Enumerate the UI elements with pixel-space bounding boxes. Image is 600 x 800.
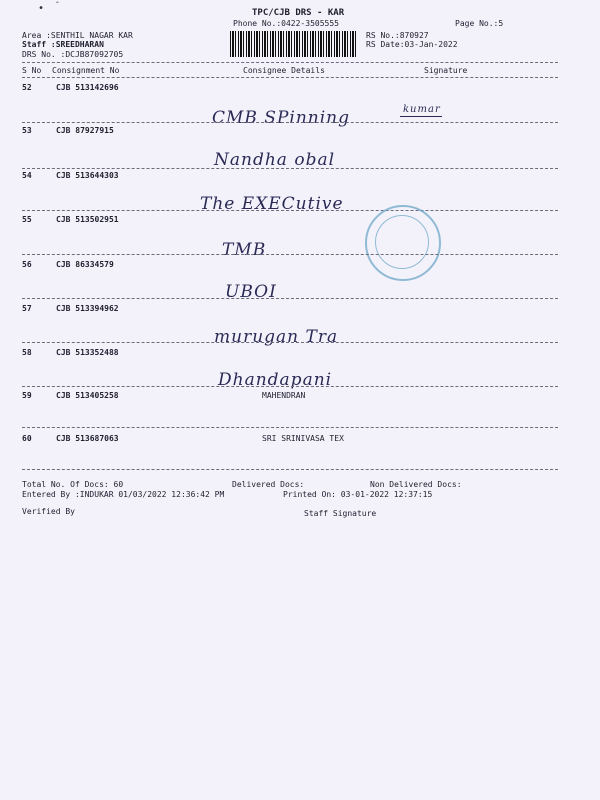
delivery-stamp: [365, 205, 441, 281]
row-sno: 52: [22, 83, 32, 92]
rs-number: RS No.:870927: [366, 31, 429, 40]
verified-by: Verified By: [22, 507, 75, 516]
non-delivered-docs: Non Delivered Docs:: [370, 480, 462, 489]
total-docs: Total No. Of Docs: 60: [22, 480, 124, 489]
printed-on: Printed On: 03-01-2022 12:37:15: [283, 490, 433, 499]
row-sno: 54: [22, 171, 32, 180]
divider: [22, 168, 558, 169]
handwritten-consignee: The EXECutive: [200, 194, 344, 214]
staff-signature: Staff Signature: [304, 509, 377, 518]
row-consignment: CJB 513352488: [56, 348, 119, 357]
divider: [22, 298, 558, 299]
divider: [22, 77, 558, 78]
scan-speck: ˆ: [55, 1, 60, 10]
entered-by: Entered By :INDUKAR 01/03/2022 12:36:42 PM: [22, 490, 225, 499]
divider: [22, 427, 558, 428]
row-sno: 56: [22, 260, 32, 269]
divider: [22, 122, 558, 123]
divider: [22, 62, 558, 63]
row-consignment: CJB 513687063: [56, 434, 119, 443]
row-consignment: CJB 513644303: [56, 171, 119, 180]
row-sno: 59: [22, 391, 32, 400]
row-consignment: CJB 87927915: [56, 126, 114, 135]
phone-number: Phone No.:0422-3505555: [233, 19, 339, 28]
divider: [22, 254, 558, 255]
row-consignment: CJB 513394962: [56, 304, 119, 313]
col-sno: S No: [22, 66, 42, 75]
staff-label: Staff :SREEDHARAN: [22, 40, 104, 49]
consignee-name: SRI SRINIVASA TEX: [262, 434, 344, 443]
row-sno: 53: [22, 126, 32, 135]
signature-line: [400, 116, 442, 117]
col-consignment: Consignment No: [52, 66, 120, 75]
report-title: TPC/CJB DRS - KAR: [252, 8, 345, 18]
delivered-docs: Delivered Docs:: [232, 480, 305, 489]
divider: [22, 469, 558, 470]
col-consignee: Consignee Details: [243, 66, 325, 75]
handwritten-consignee: murugan Tra: [214, 327, 339, 347]
col-signature: Signature: [424, 66, 468, 75]
row-sno: 55: [22, 215, 32, 224]
rs-date: RS Date:03-Jan-2022: [366, 40, 458, 49]
barcode: [230, 31, 356, 57]
row-sno: 60: [22, 434, 32, 443]
area-label: Area :SENTHIL NAGAR KAR: [22, 31, 133, 40]
drs-number: DRS No. :DCJB87092705: [22, 50, 124, 59]
handwritten-consignee: Nandha obal: [214, 150, 336, 170]
divider: [22, 342, 558, 343]
divider: [22, 210, 558, 211]
divider: [22, 386, 558, 387]
consignee-name: MAHENDRAN: [262, 391, 306, 400]
scan-speck: •: [38, 3, 45, 14]
row-sno: 58: [22, 348, 32, 357]
handwritten-signature: kumar: [403, 104, 441, 115]
row-consignment: CJB 513502951: [56, 215, 119, 224]
row-consignment: CJB 86334579: [56, 260, 114, 269]
row-consignment: CJB 513142696: [56, 83, 119, 92]
handwritten-consignee: CMB SPinning: [212, 108, 350, 128]
page-number: Page No.:5: [455, 19, 504, 28]
handwritten-consignee: Dhandapani: [218, 370, 333, 390]
row-consignment: CJB 513405258: [56, 391, 119, 400]
handwritten-consignee: TMB: [222, 240, 267, 260]
row-sno: 57: [22, 304, 32, 313]
handwritten-consignee: UBOI: [225, 282, 277, 302]
